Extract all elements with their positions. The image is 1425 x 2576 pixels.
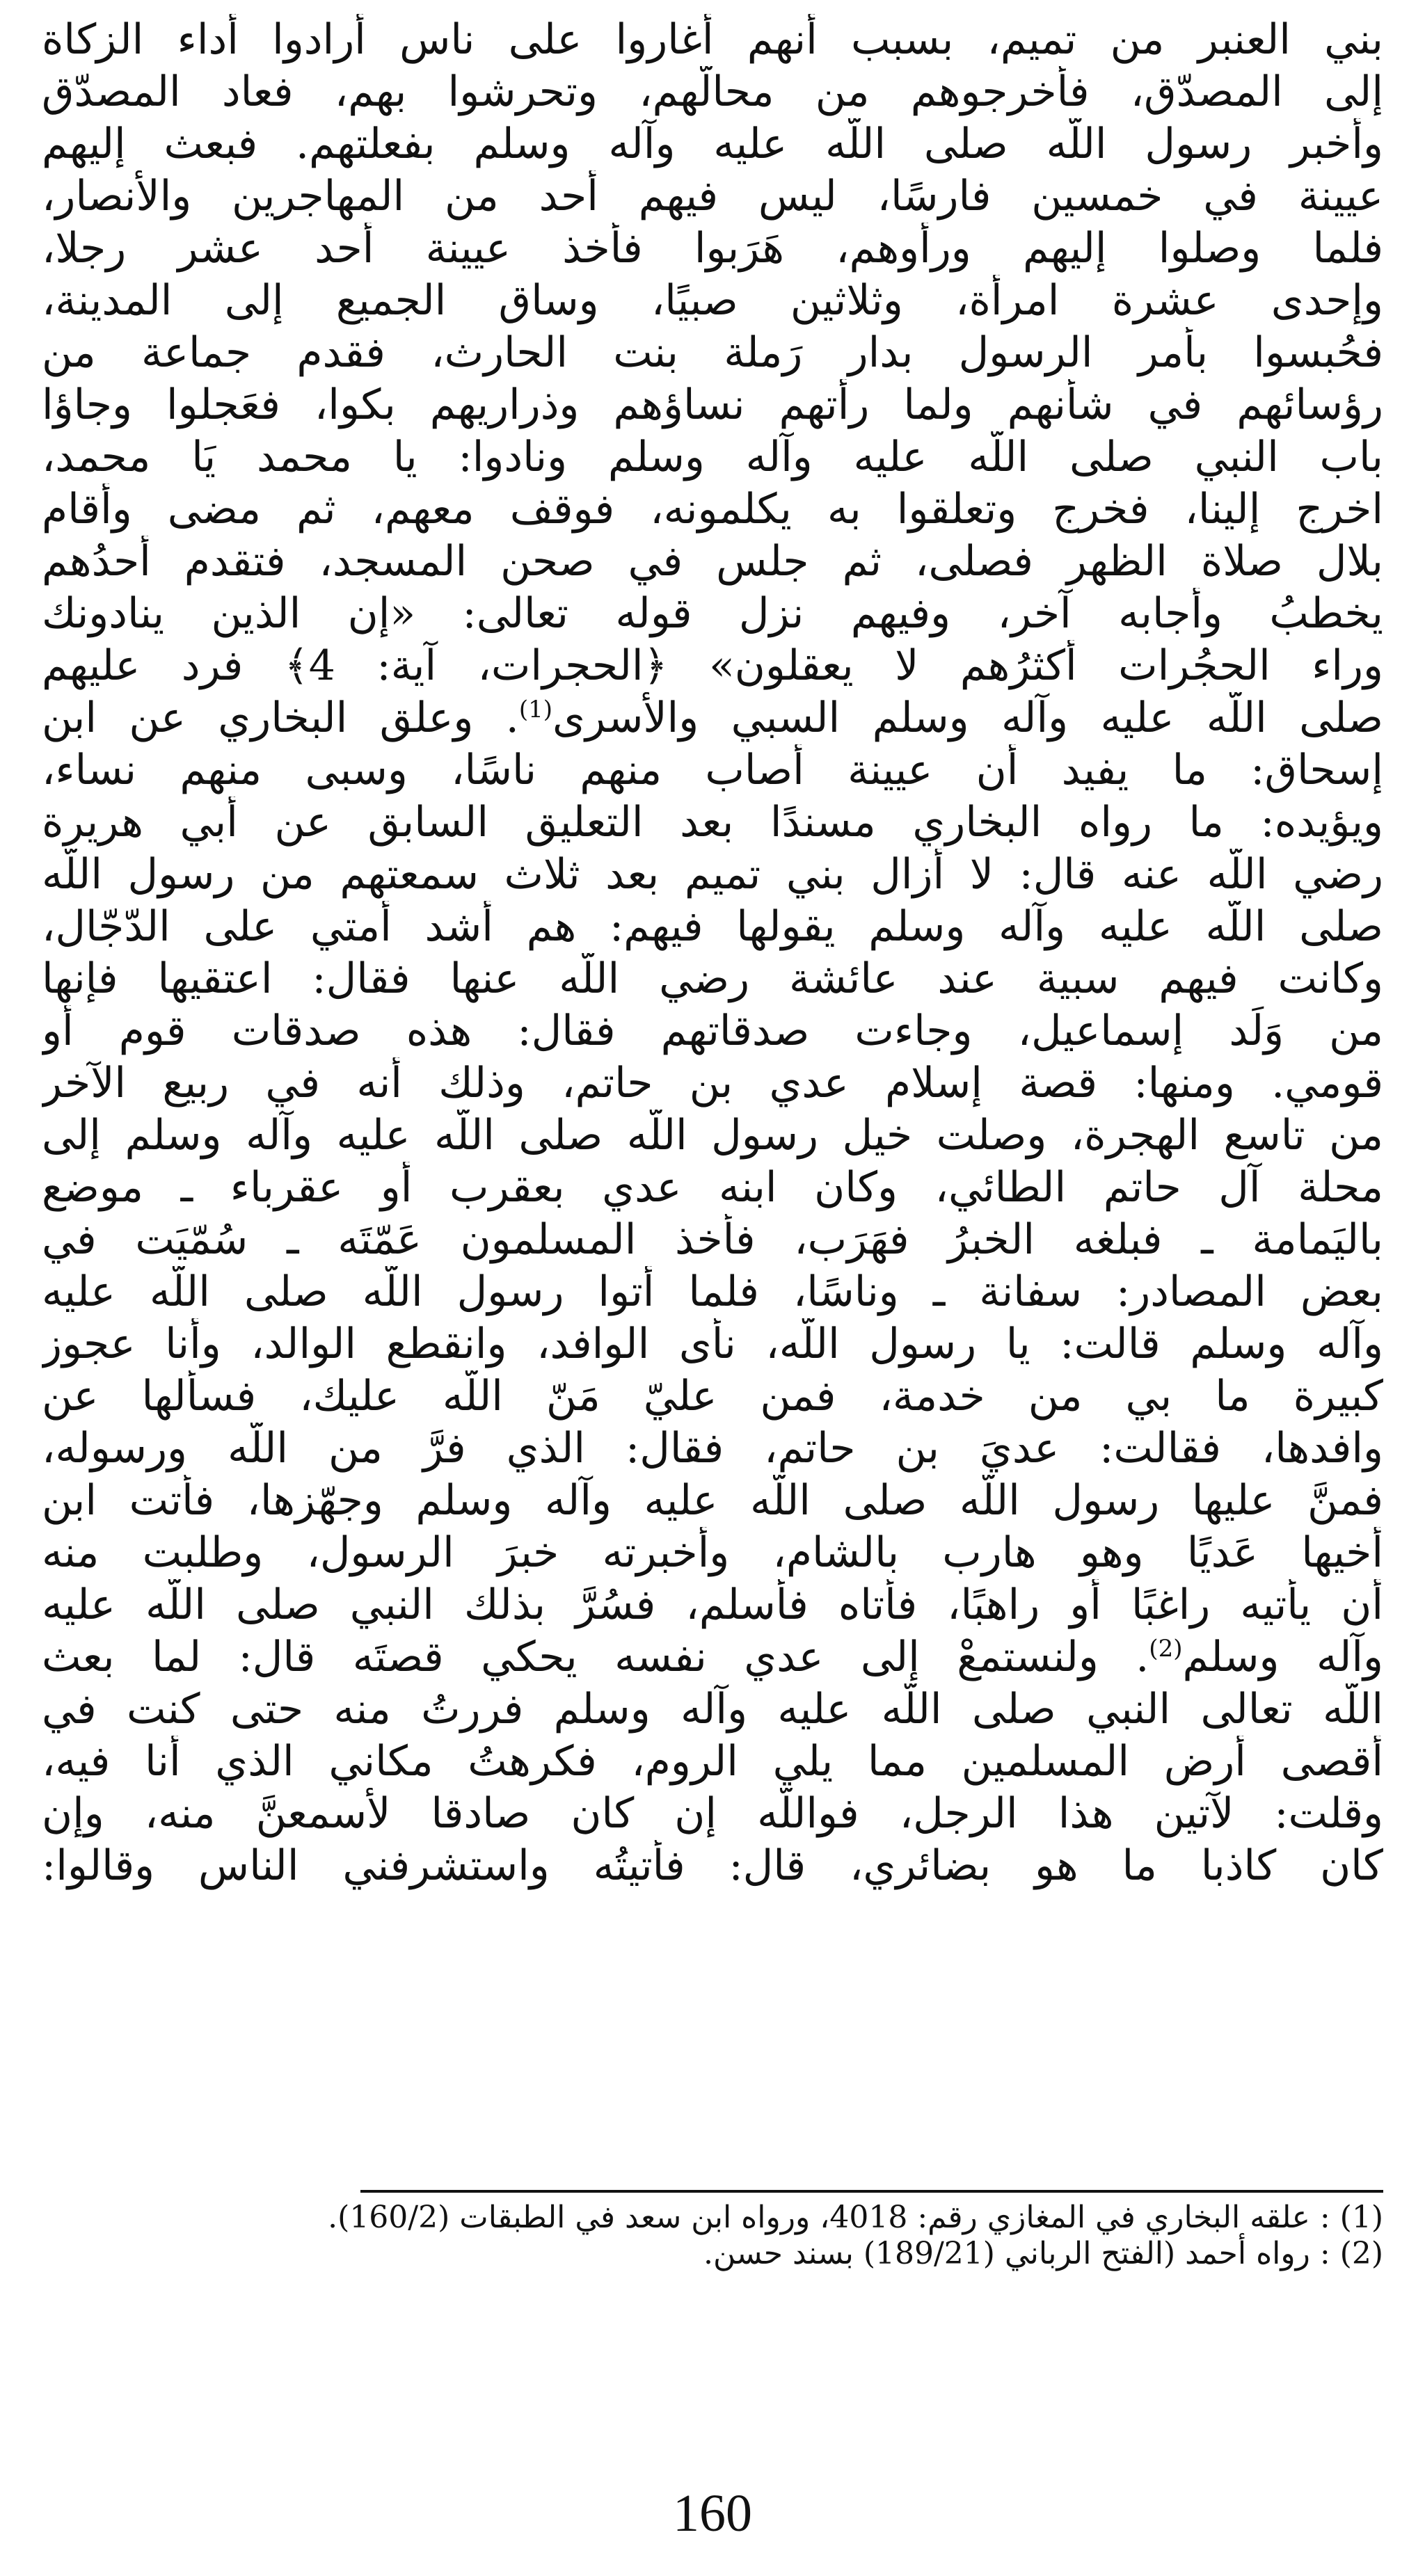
text-line: وقلت: لآتين هذا الرجل، فواللّه إن كان صادقا لأسمعنَّ منه، وإن	[42, 1789, 1383, 1838]
text-line: وراء الحجُرات أكثرُهم لا يعقلون» ﴿الحجرات، آية: 4﴾ فرد عليهم	[42, 641, 1383, 690]
footnote-1: (1) : علقه البخاري في المغازي رقم: 4018، ورواه ابن سعد في الطبقات (160/2).	[328, 2200, 1383, 2235]
line-text-tail: . وعلق البخاري عن ابن	[42, 694, 519, 742]
text-line: باليَمامة ـ فبلغه الخبرُ فهَرَب، فأخذ المسلمون عَمّتَه ـ سُمّيَت في	[42, 1215, 1383, 1264]
text-line: كبيرة ما بي من خدمة، فمن عليّ مَنّ اللّه عليك، فسألها عن	[42, 1372, 1383, 1421]
footnotes	[42, 2200, 1383, 2272]
text-line: بني العنبر من تميم، بسبب أنهم أغاروا على ناس أرادوا أداء الزكاة	[42, 15, 1383, 64]
text-line: رضي اللّه عنه قال: لا أزال بني تميم بعد ثلاث سمعتهم من رسول اللّه	[42, 850, 1383, 899]
text-line: أن يأتيه راغبًا أو راهبًا، فأتاه فأسلم، فسُرَّ بذلك النبي صلى اللّه عليه	[42, 1581, 1383, 1629]
footnote-marker-2[interactable]: (2)	[1149, 1635, 1183, 1663]
text-line: إلى المصدّق، فأخرجوهم من محالّهم، وتحرشوا بهم، فعاد المصدّق	[42, 67, 1383, 116]
text-line: وكانت فيهم سبية عند عائشة رضي اللّه عنها فقال: اعتقيها فإنها	[42, 954, 1383, 1003]
text-line: كان كاذبا ما هو بضائري، قال: فأتيتُه واستشرفني الناس وقالوا:	[42, 1841, 1383, 1890]
line-text: صلى اللّه عليه وآله وسلم السبي والأسرى	[552, 694, 1383, 742]
text-line: وآله وسلم قالت: يا رسول اللّه، نأى الوافد، وانقطع الوالد، وأنا عجوز	[42, 1320, 1383, 1368]
text-line: أخيها عَديًا وهو هارب بالشام، وأخبرته خبرَ الرسول، وطلبت منه	[42, 1528, 1383, 1577]
text-line: وإحدى عشرة امرأة، وثلاثين صبيًا، وساق الجميع إلى المدينة،	[42, 276, 1383, 325]
text-line: إسحاق: ما يفيد أن عيينة أصاب منهم ناسًا، وسبى منهم نساء،	[42, 746, 1383, 794]
text-line: فحُبسوا بأمر الرسول بدار رَملة بنت الحارث، فقدم جماعة من	[42, 328, 1383, 377]
text-line: من وَلَد إسماعيل، وجاءت صدقاتهم فقال: هذه صدقات قوم أو	[42, 1007, 1383, 1055]
text-line: عيينة في خمسين فارسًا، ليس فيهم أحد من المهاجرين والأنصار،	[42, 172, 1383, 221]
text-line: يخطبُ وأجابه آخر، وفيهم نزل قوله تعالى: «إن الذين ينادونك	[42, 589, 1383, 638]
footnote-marker-1[interactable]: (1)	[518, 696, 552, 723]
text-line: وافدها، فقالت: عديَ بن حاتم، فقال: الذي فرَّ من اللّه ورسوله،	[42, 1424, 1383, 1473]
text-line: بلال صلاة الظهر فصلى، ثم جلس في صحن المسجد، فتقدم أحدُهم	[42, 537, 1383, 586]
text-line: أقصى أرض المسلمين مما يلي الروم، فكرهتُ مكاني الذي أنا فيه،	[42, 1737, 1383, 1786]
line-text: وآله وسلم	[1182, 1633, 1383, 1681]
text-line: فمنَّ عليها رسول اللّه صلى اللّه عليه وآله وسلم وجهّزها، فأتت ابن	[42, 1476, 1383, 1525]
text-line: ويؤيده: ما رواه البخاري مسندًا بعد التعليق السابق عن أبي هريرة	[42, 798, 1383, 847]
text-line: من تاسع الهجرة، وصلت خيل رسول اللّه صلى اللّه عليه وآله وسلم إلى	[42, 1111, 1383, 1160]
text-line: باب النبي صلى اللّه عليه وآله وسلم ونادوا: يا محمد يَا محمد،	[42, 433, 1383, 481]
text-line: اللّه تعالى النبي صلى اللّه عليه وآله وسلم فررتُ منه حتى كنت في	[42, 1685, 1383, 1734]
text-line: بعض المصادر: سفانة ـ وناسًا، فلما أتوا رسول اللّه صلى اللّه عليه	[42, 1267, 1383, 1316]
text-line: قومي. ومنها: قصة إسلام عدي بن حاتم، وذلك أنه في ربيع الآخر	[42, 1059, 1383, 1107]
text-line: رؤسائهم في شأنهم ولما رأتهم نساؤهم وذراريهم بكوا، فعَجلوا وجاؤا	[42, 381, 1383, 429]
footnote-2: (2) : رواه أحمد (الفتح الرباني (189/21) بسند حسن.	[703, 2236, 1383, 2271]
text-line-with-footnote-2	[42, 1631, 1383, 1683]
text-line: صلى اللّه عليه وآله وسلم يقولها فيهم: هم أشد أمتي على الدّجّال،	[42, 902, 1383, 951]
footnote-divider	[360, 2190, 1383, 2193]
body-text	[42, 14, 1383, 1892]
text-line: محلة آل حاتم الطائي، وكان ابنه عدي بعقرب أو عقرباء ـ موضع	[42, 1163, 1383, 1212]
text-line: فلما وصلوا إليهم ورأوهم، هَرَبوا فأخذ عيينة أحد عشر رجلا،	[42, 224, 1383, 273]
text-line: اخرج إلينا، فخرج وتعلقوا به يكلمونه، فوقف معهم، ثم مضى وأقام	[42, 485, 1383, 534]
text-line: وأخبر رسول اللّه صلى اللّه عليه وآله وسلم بفعلتهم. فبعث إليهم	[42, 120, 1383, 168]
line-text-tail: . ولنستمعْ إلى عدي نفسه يحكي قصتَه قال: لما بعث	[42, 1633, 1149, 1681]
page-number: 160	[673, 2484, 752, 2543]
text-line-with-footnote-1	[42, 692, 1383, 744]
